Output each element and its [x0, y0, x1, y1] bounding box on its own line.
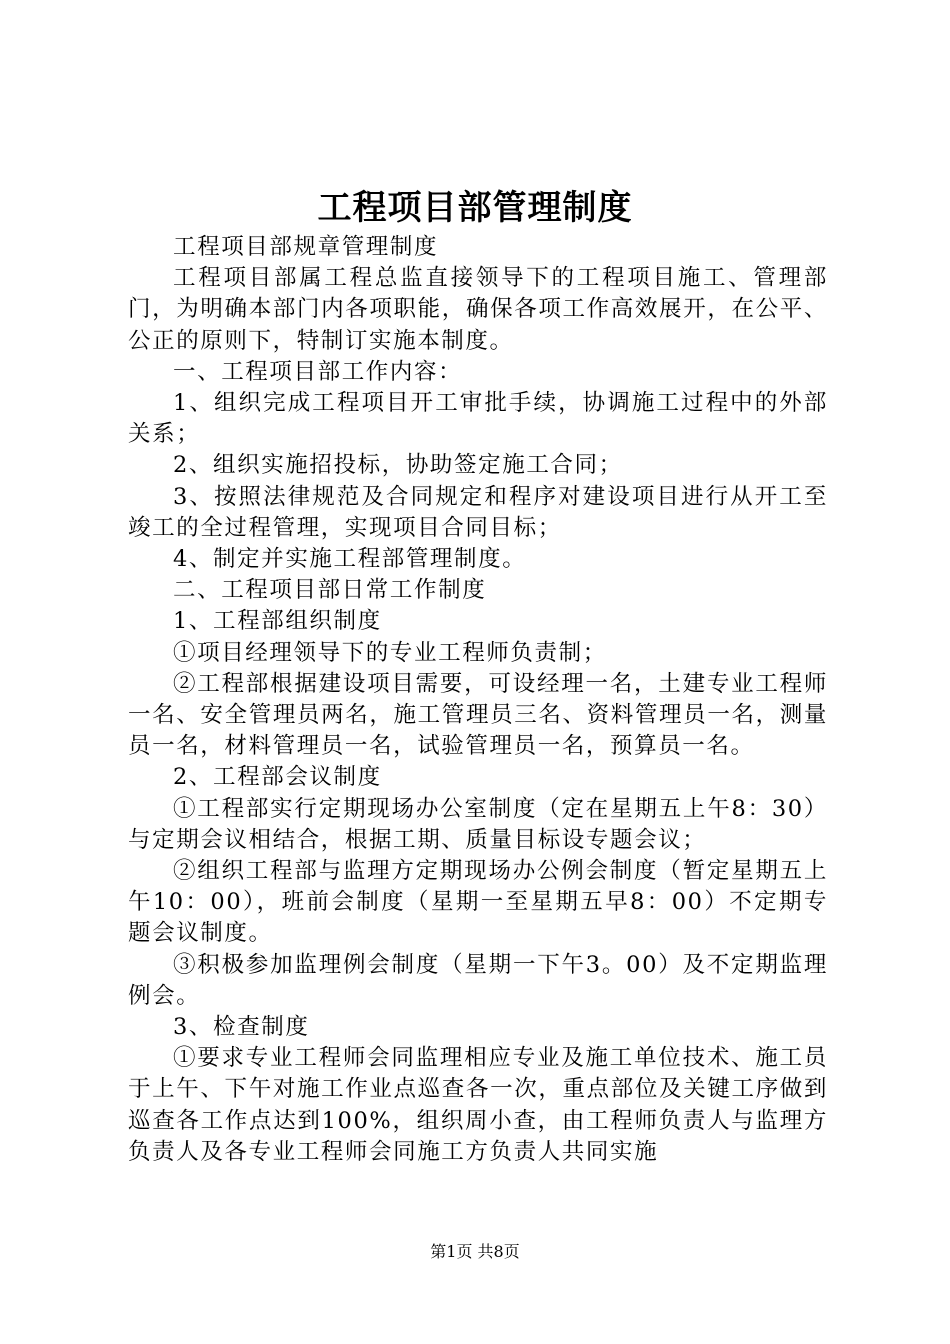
document-title: 工程项目部管理制度: [317, 188, 633, 228]
paragraph: 3、检查制度: [173, 1014, 310, 1041]
paragraph: 2、组织实施招投标，协助签定施工合同；: [173, 452, 623, 479]
paragraph: 工程项目部规章管理制度: [173, 234, 439, 260]
paragraph: 2、工程部会议制度: [173, 764, 382, 791]
document-body: [128, 232, 828, 1168]
paragraph: 二、工程项目部日常工作制度: [173, 577, 487, 604]
paragraph: 1、组织完成工程项目开工审批手续，协调施工过程中的外部关系；: [128, 390, 828, 448]
paragraph: 工程项目部属工程总监直接领导下的工程项目施工、管理部门，为明确本部门内各项职能，确保各项工作高效展开，在公平、公正的原则下，特制订实施本制度。: [128, 265, 828, 354]
paragraph: 一、工程项目部工作内容：: [173, 358, 463, 385]
paragraph: ②组织工程部与监理方定期现场办公例会制度（暂定星期五上午10：00），班前会制度（星期一至星期五早8：00）不定期专题会议制度。: [128, 858, 828, 947]
paragraph: ③积极参加监理例会制度（星期一下午3。00）及不定期监理例会。: [128, 951, 828, 1009]
paragraph: ②工程部根据建设项目需要，可设经理一名，土建专业工程师一名、安全管理员两名，施工管理员三名、资料管理员一名，测量员一名，材料管理员一名，试验管理员一名，预算员一名。: [128, 670, 828, 760]
paragraph: 4、制定并实施工程部管理制度。: [173, 546, 527, 573]
paragraph: ①项目经理领导下的专业工程师负责制；: [173, 639, 607, 666]
paragraph: ①要求专业工程师会同监理相应专业及施工单位技术、施工员于上午、下午对施工作业点巡查各一次，重点部位及关键工序做到巡查各工作点达到100%，组织周小查，由工程师负责人与监理方负责人及各专业工程师会同施工方负责人共同实施: [128, 1045, 828, 1165]
paragraph: 1、工程部组织制度: [173, 608, 382, 635]
paragraph: ①工程部实行定期现场办公室制度（定在星期五上午8：30）与定期会议相结合，根据工期、质量目标设专题会议；: [128, 795, 828, 853]
paragraph: 3、按照法律规范及合同规定和程序对建设项目进行从开工至竣工的全过程管理，实现项目合同目标；: [128, 483, 828, 541]
page-footer: 第1页 共8页: [430, 1242, 520, 1261]
